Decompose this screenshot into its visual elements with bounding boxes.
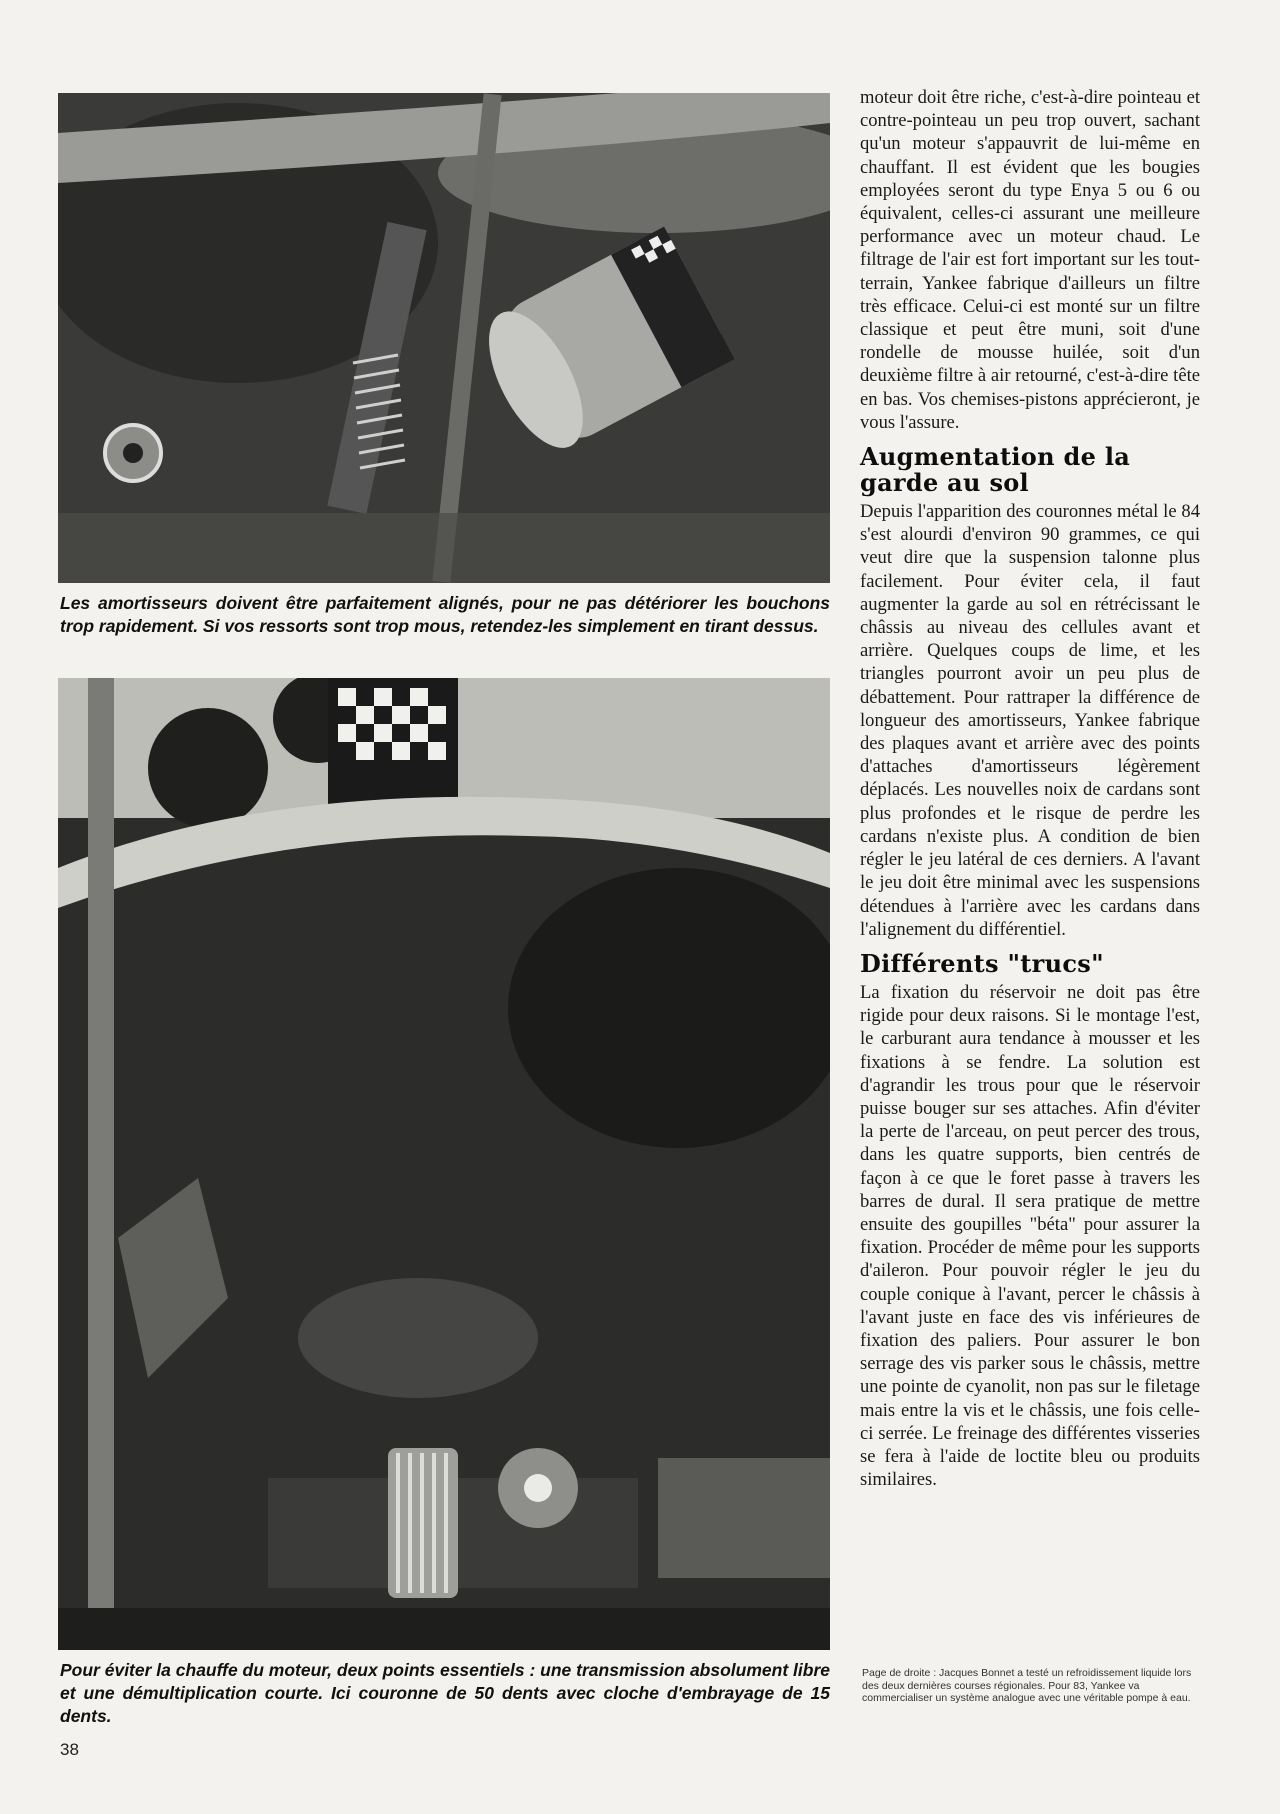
transmission-clutch-photo: [58, 678, 830, 1650]
top-photo-caption: Les amortisseurs doivent être parfaitement alignés, pour ne pas détériorer les bouchons trop rapidement. Si vos ressorts sont trop mous, retendez-les simplement en tirant dessus.: [60, 593, 830, 636]
bottom-photo-caption: Pour éviter la chauffe du moteur, deux points essentiels : une transmission absolument libre et une démultiplication courte. Ici couronne de 50 dents avec cloche d'embrayage de 15 dents.: [60, 1660, 830, 1726]
ground-clearance-paragraph: Depuis l'apparition des couronnes métal le 84 s'est alourdi d'environ 90 grammes, ce qui veut dire que la suspension talonne plus facilement. Pour éviter cela, il faut augmenter la garde au sol en rétrécissant le châssis au niveau des cellules avant et arrière. Quelques coups de lime, et les triangles pourront avoir un peu plus de débattement. Pour rattraper la différence de longueur des amortisseurs, Yankee fabrique des plaques avant et arrière avec des points d'attaches d'amortisseurs légèrement déplacés. Les nouvelles noix de cardans sont plus profondes et le risque de perdre les cardans n'existe plus. A condition de bien régler le jeu latéral de ces derniers. A l'avant le jeu doit être minimal avec les suspensions détendues à l'arrière avec les cardans dans l'alignement du différentiel.: [860, 501, 1200, 940]
article-column: [860, 86, 1200, 1491]
tips-paragraph: La fixation du réservoir ne doit pas être rigide pour deux raisons. Si le montage l'est, le carburant aura tendance à mousser et les fixations à se fendre. La solution est d'agrandir les trous pour que le réservoir puisse bouger sur ses attaches. Afin d'éviter la perte de l'arceau, on peut percer des trous, dans les quatre supports, bien centrés de façon à ce que le foret passe à travers les barres de dural. Il sera pratique de mettre ensuite des goupilles "béta" pour assurer la fixation. Procéder de même pour les supports d'aileron. Pour pouvoir régler le jeu du couple conique à l'avant, percer le châssis à l'avant juste en face des vis inférieures de fixation des paliers. Pour assurer le bon serrage des vis parker sous le châssis, mettre une pointe de cyanolit, non pas sur le filetage mais entre la vis et le châssis, une fois celle-ci serrée. Le freinage des différentes visseries se fera à l'aide de loctite bleu ou produits similaires.: [860, 981, 1200, 1491]
engine-shock-absorber-photo: [58, 93, 830, 583]
side-note: Page de droite : Jacques Bonnet a testé un refroidissement liquide lors des deux dernières courses régionales. Pour 83, Yankee va commercialiser un système analogue avec une véritable pompe à eau.: [862, 1667, 1192, 1704]
section-heading-ground-clearance: Augmentation de la garde au sol: [860, 442, 1131, 498]
page-number: 38: [60, 1740, 79, 1759]
intro-paragraph: moteur doit être riche, c'est-à-dire pointeau et contre-pointeau un peu trop ouvert, sachant qu'un moteur s'appauvrit de lui-même en chauffant. Il est évident que les bougies employées seront du type Enya 5 ou 6 ou équivalent, celles-ci assurant une meilleure performance avec un moteur chaud. Le filtrage de l'air est fort important sur les tout-terrain, Yankee fabrique d'ailleurs un filtre très efficace. Celui-ci est monté sur un filtre classique et peut être muni, soit d'une rondelle de mousse huilée, soit d'un deuxième filtre à air retourné, c'est-à-dire tête en bas. Vos chemises-pistons apprécieront, je vous l'assure.: [860, 87, 1200, 433]
section-heading-tips: Différents "trucs": [860, 948, 1104, 978]
